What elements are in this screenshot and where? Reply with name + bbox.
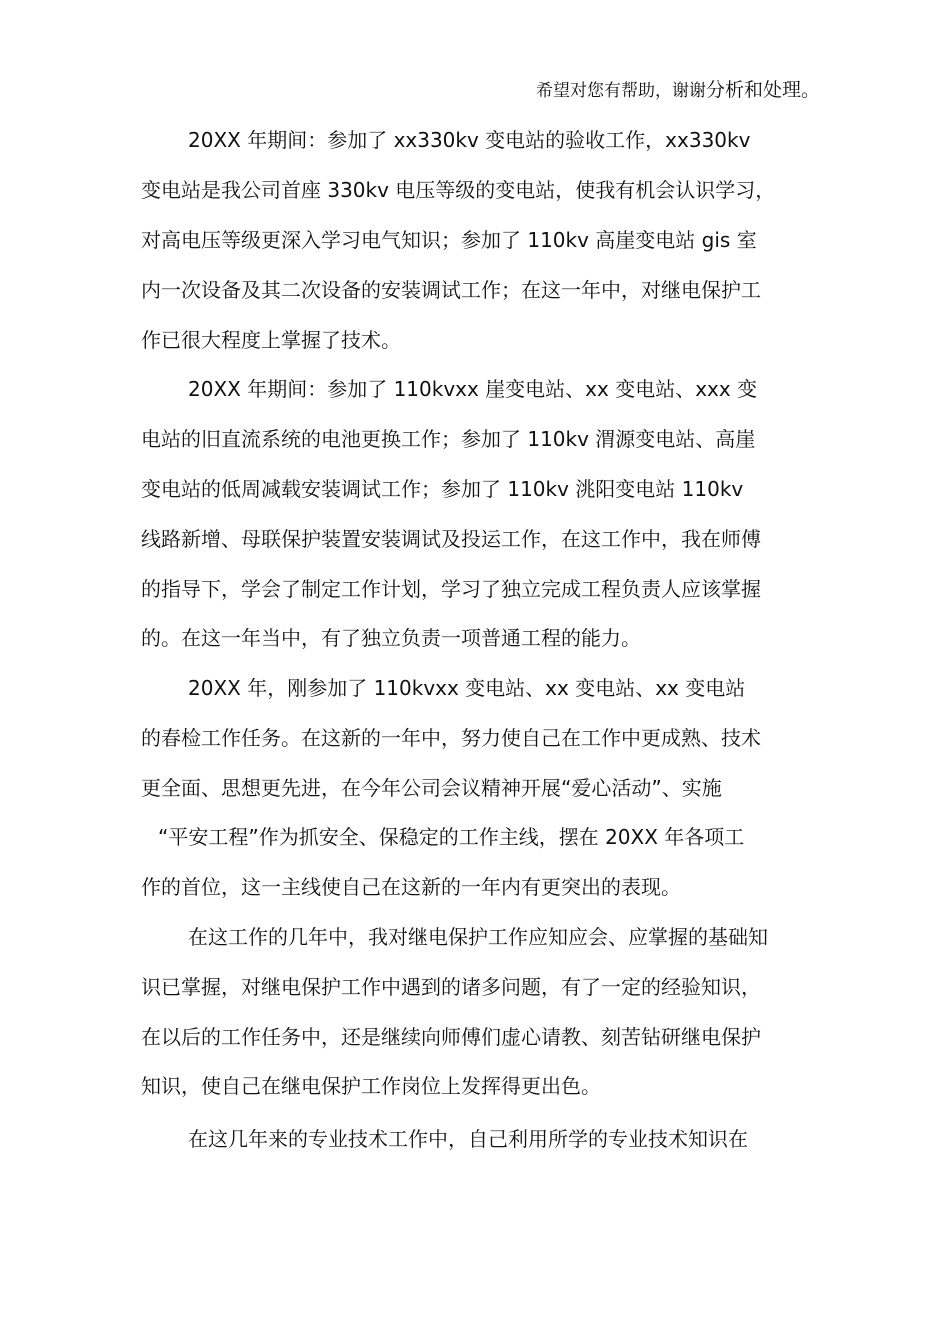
paragraph-line: 电站的旧直流系统的电池更换工作；参加了 110kv 渭源变电站、高崖 (141, 427, 756, 451)
header-note-text-large: 分析和处理。 (705, 79, 820, 101)
paragraph-line: 在这工作的几年中，我对继电保护工作应知应会、应掌握的基础知 (188, 925, 768, 949)
paragraph-line: 20XX 年，刚参加了 110kvxx 变电站、xx 变电站、xx 变电站 (188, 676, 746, 700)
paragraph-line: 的。在这一年当中，有了独立负责一项普通工程的能力。 (141, 626, 641, 650)
paragraph-line: 作已很大程度上掌握了技术。 (141, 328, 401, 352)
paragraph-line: 在以后的工作任务中，还是继续向师傅们虚心请教、刻苦钻研继电保护 (141, 1025, 761, 1049)
paragraph-line: 20XX 年期间：参加了 110kvxx 崖变电站、xx 变电站、xxx 变 (188, 377, 758, 401)
paragraph-line: 在这几年来的专业技术工作中，自己利用所学的专业技术知识在 (188, 1127, 748, 1151)
paragraph-line: 的春检工作任务。在这新的一年中，努力使自己在工作中更成熟、技术 (141, 726, 761, 750)
paragraph-line: 的指导下，学会了制定工作计划，学习了独立完成工程负责人应该掌握 (141, 577, 761, 601)
paragraph-line: 更全面、思想更先进，在今年公司会议精神开展“爱心活动”、实施 (141, 776, 722, 800)
header-note-text: 希望对您有帮助，谢谢 (535, 81, 706, 101)
paragraph-line: “平安工程”作为抓安全、保稳定的工作主线，摆在 20XX 年各项工 (158, 825, 745, 849)
paragraph-line: 线路新增、母联保护装置安装调试及投运工作，在这工作中，我在师傅 (141, 527, 761, 551)
paragraph-line: 对高电压等级更深入学习电气知识；参加了 110kv 高崖变电站 gis 室 (141, 228, 757, 252)
paragraph-line: 作的首位，这一主线使自己在这新的一年内有更突出的表现。 (141, 875, 681, 899)
header-note (536, 78, 820, 103)
paragraph-line: 变电站的低周减载安装调试工作；参加了 110kv 洮阳变电站 110kv (141, 477, 744, 501)
paragraph-line: 知识，使自己在继电保护工作岗位上发挥得更出色。 (141, 1074, 601, 1098)
paragraph-line: 识已掌握，对继电保护工作中遇到的诸多问题，有了一定的经验知识， (141, 975, 761, 999)
paragraph-line: 20XX 年期间：参加了 xx330kv 变电站的验收工作，xx330kv (188, 128, 751, 152)
paragraph-line: 变电站是我公司首座 330kv 电压等级的变电站，使我有机会认识学习， (141, 178, 776, 202)
paragraph-line: 内一次设备及其二次设备的安装调试工作；在这一年中，对继电保护工 (141, 278, 761, 302)
